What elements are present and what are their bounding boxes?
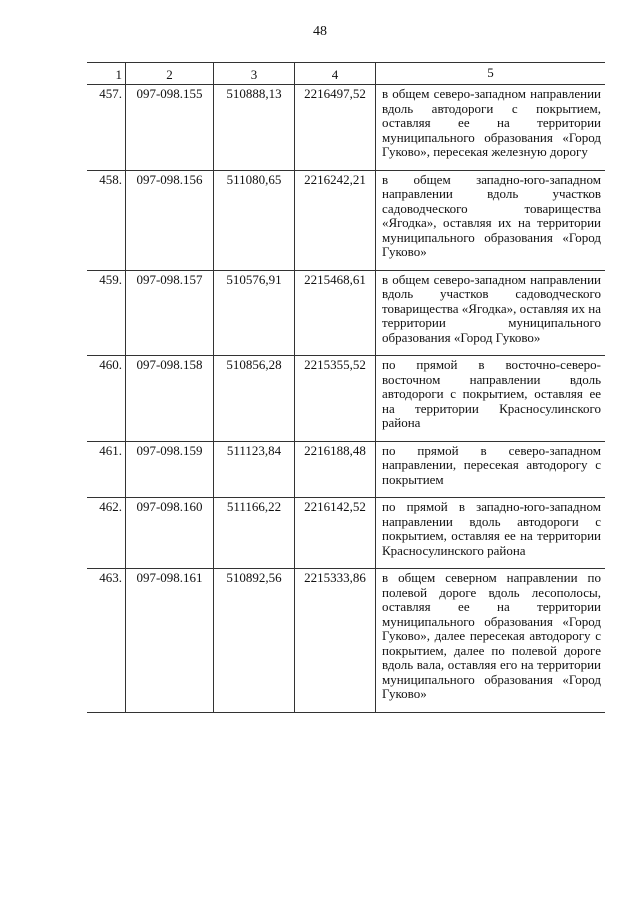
segment-code: 097-098.160 — [126, 498, 214, 569]
coord-x: 511080,65 — [214, 170, 295, 270]
coord-y: 2215468,61 — [295, 270, 376, 356]
boundary-description: по прямой в восточно-северо-восточном направлении вдоль автодороги с покрытием, оставляя ее на территории Красносулинского района — [376, 356, 606, 442]
row-number: 460. — [87, 356, 126, 442]
header-row — [87, 63, 605, 85]
coord-x: 510856,28 — [214, 356, 295, 442]
header-col-3: 3 — [214, 63, 295, 85]
row-number: 463. — [87, 569, 126, 713]
header-col-1: 1 — [87, 63, 126, 85]
coord-y: 2216242,21 — [295, 170, 376, 270]
table-row — [87, 270, 605, 356]
boundary-description: по прямой в северо-западном направлении, пересекая автодорогу с покрытием — [376, 441, 606, 498]
segment-code: 097-098.161 — [126, 569, 214, 713]
table-row — [87, 498, 605, 569]
row-number: 462. — [87, 498, 126, 569]
table-row — [87, 441, 605, 498]
header-col-5: 5 — [376, 63, 606, 85]
page-number: 48 — [313, 24, 327, 39]
boundary-description: в общем северном направлении по полевой дороге вдоль лесополосы, оставляя ее на территории муниципального образования «Город Гуково», далее пересекая автодорогу с покрытием, далее по полевой дороге вдоль вала, оставляя его на территории муниципального образования «Город Гуково» — [376, 569, 606, 713]
boundary-description: по прямой в западно-юго-западном направлении вдоль автодороги с покрытием, оставляя ее на территории Красносулинского района — [376, 498, 606, 569]
coord-x: 511166,22 — [214, 498, 295, 569]
segment-code: 097-098.156 — [126, 170, 214, 270]
table-row — [87, 356, 605, 442]
coord-y: 2216188,48 — [295, 441, 376, 498]
coord-x: 510888,13 — [214, 85, 295, 171]
row-number: 461. — [87, 441, 126, 498]
table-row — [87, 569, 605, 713]
header-col-4: 4 — [295, 63, 376, 85]
boundary-table — [87, 62, 605, 713]
segment-code: 097-098.155 — [126, 85, 214, 171]
segment-code: 097-098.158 — [126, 356, 214, 442]
coord-y: 2216497,52 — [295, 85, 376, 171]
coord-x: 510892,56 — [214, 569, 295, 713]
row-number: 457. — [87, 85, 126, 171]
segment-code: 097-098.159 — [126, 441, 214, 498]
header-col-2: 2 — [126, 63, 214, 85]
coord-x: 510576,91 — [214, 270, 295, 356]
boundary-description: в общем северо-западном направлении вдоль автодороги с покрытием, оставляя ее на территории муниципального образования «Город Гуково», пересекая железную дорогу — [376, 85, 606, 171]
coord-x: 511123,84 — [214, 441, 295, 498]
table-row — [87, 170, 605, 270]
row-number: 459. — [87, 270, 126, 356]
boundary-description: в общем северо-западном направлении вдоль участков садоводческого товарищества «Ягодка», оставляя их на территории муниципального образования «Город Гуково» — [376, 270, 606, 356]
segment-code: 097-098.157 — [126, 270, 214, 356]
row-number: 458. — [87, 170, 126, 270]
coord-y: 2215333,86 — [295, 569, 376, 713]
coord-y: 2216142,52 — [295, 498, 376, 569]
boundary-description: в общем западно-юго-западном направлении вдоль участков садоводческого товарищества «Ягодка», оставляя их на территории муниципального образования «Город Гуково» — [376, 170, 606, 270]
table-row — [87, 85, 605, 171]
coord-y: 2215355,52 — [295, 356, 376, 442]
